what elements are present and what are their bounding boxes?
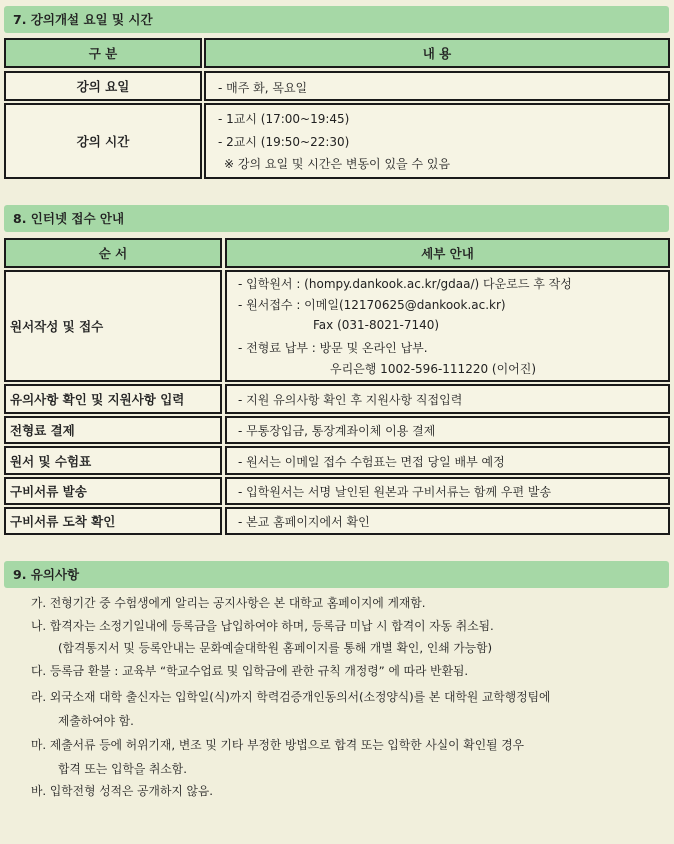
application-fee-line: - 전형료 납부 : 방문 및 온라인 납부. bbox=[238, 341, 428, 355]
lecture-time-note: ※ 강의 요일 및 시간은 변동이 있을 수 있음 bbox=[224, 157, 451, 171]
header-content: 내 용 bbox=[204, 38, 670, 68]
notice-item-ga: 가. 전형기간 중 수험생에게 알리는 공지사항은 본 대학교 홈페이지에 게재함. bbox=[31, 596, 426, 610]
notice-item-da: 다. 등록금 환불 : 교육부 “학교수업료 및 입학금에 관한 규칙 개정령” 에 따라 반환됨. bbox=[31, 664, 469, 678]
application-fax-line: Fax (031-8021-7140) bbox=[313, 318, 440, 332]
notice-item-ma-sub: 합격 또는 입학을 취소함. bbox=[58, 762, 187, 776]
lecture-day-label: 강의 요일 bbox=[4, 71, 202, 101]
section-8-title: 8. 인터넷 접수 안내 bbox=[4, 205, 669, 232]
notice-item-na: 나. 합격자는 소정기일내에 등록금을 납입하여야 하며, 등록금 미납 시 합격이 자동 취소됨. bbox=[31, 619, 494, 633]
application-email-line: - 원서접수 : 이메일(12170625@dankook.ac.kr) bbox=[238, 298, 506, 312]
lecture-time-label: 강의 시간 bbox=[4, 103, 202, 179]
header-detail: 세부 안내 bbox=[225, 238, 670, 268]
step-mail-cell bbox=[225, 477, 670, 505]
lecture-day-value: - 매주 화, 목요일 bbox=[218, 81, 308, 95]
notice-item-na-sub: (합격통지서 및 등록안내는 문화예술대학원 홈페이지를 통해 개별 확인, 인쇄 가능함) bbox=[58, 641, 493, 655]
lecture-day-cell bbox=[204, 71, 670, 101]
step-application-label: 원서작성 및 접수 bbox=[4, 270, 222, 382]
step-application-cell bbox=[225, 270, 670, 382]
step-arrival-label: 구비서류 도착 확인 bbox=[4, 507, 222, 535]
lecture-time-period-2: - 2교시 (19:50~22:30) bbox=[218, 135, 350, 149]
step-ticket-label: 원서 및 수험표 bbox=[4, 446, 222, 475]
step-notice-cell bbox=[225, 384, 670, 414]
header-category: 구 분 bbox=[4, 38, 202, 68]
notice-item-ra-sub: 제출하여야 함. bbox=[58, 714, 134, 728]
section-7-title: 7. 강의개설 요일 및 시간 bbox=[4, 6, 669, 33]
step-arrival-value: - 본교 홈페이지에서 확인 bbox=[238, 515, 370, 529]
step-ticket-cell bbox=[225, 446, 670, 475]
step-ticket-value: - 원서는 이메일 접수 수험표는 면접 당일 배부 예정 bbox=[238, 455, 505, 469]
notice-item-ra: 라. 외국소재 대학 출신자는 입학일(식)까지 학력검증개인동의서(소정양식)를 본 대학원 교학행정팀에 bbox=[31, 690, 551, 704]
lecture-time-period-1: - 1교시 (17:00~19:45) bbox=[218, 112, 350, 126]
notice-item-ba: 바. 입학전형 성적은 공개하지 않음. bbox=[31, 784, 214, 798]
step-mail-value: - 입학원서는 서명 날인된 원본과 구비서류는 함께 우편 발송 bbox=[238, 485, 552, 499]
application-form-line: - 입학원서 : (hompy.dankook.ac.kr/gdaa/) 다운로드 후 작성 bbox=[238, 277, 572, 291]
step-payment-label: 전형료 결제 bbox=[4, 416, 222, 444]
step-arrival-cell bbox=[225, 507, 670, 535]
application-bank-line: 우리은행 1002-596-111220 (이어진) bbox=[330, 362, 537, 376]
lecture-time-cell bbox=[204, 103, 670, 179]
notice-item-ma: 마. 제출서류 등에 허위기재, 변조 및 기타 부정한 방법으로 합격 또는 입학한 사실이 확인될 경우 bbox=[31, 738, 525, 752]
step-payment-cell bbox=[225, 416, 670, 444]
header-order: 순 서 bbox=[4, 238, 222, 268]
step-mail-label: 구비서류 발송 bbox=[4, 477, 222, 505]
section-9-title: 9. 유의사항 bbox=[4, 561, 669, 588]
step-notice-label: 유의사항 확인 및 지원사항 입력 bbox=[4, 384, 222, 414]
step-notice-value: - 지원 유의사항 확인 후 지원사항 직접입력 bbox=[238, 393, 463, 407]
step-payment-value: - 무통장입금, 통장계좌이체 이용 결제 bbox=[238, 424, 436, 438]
